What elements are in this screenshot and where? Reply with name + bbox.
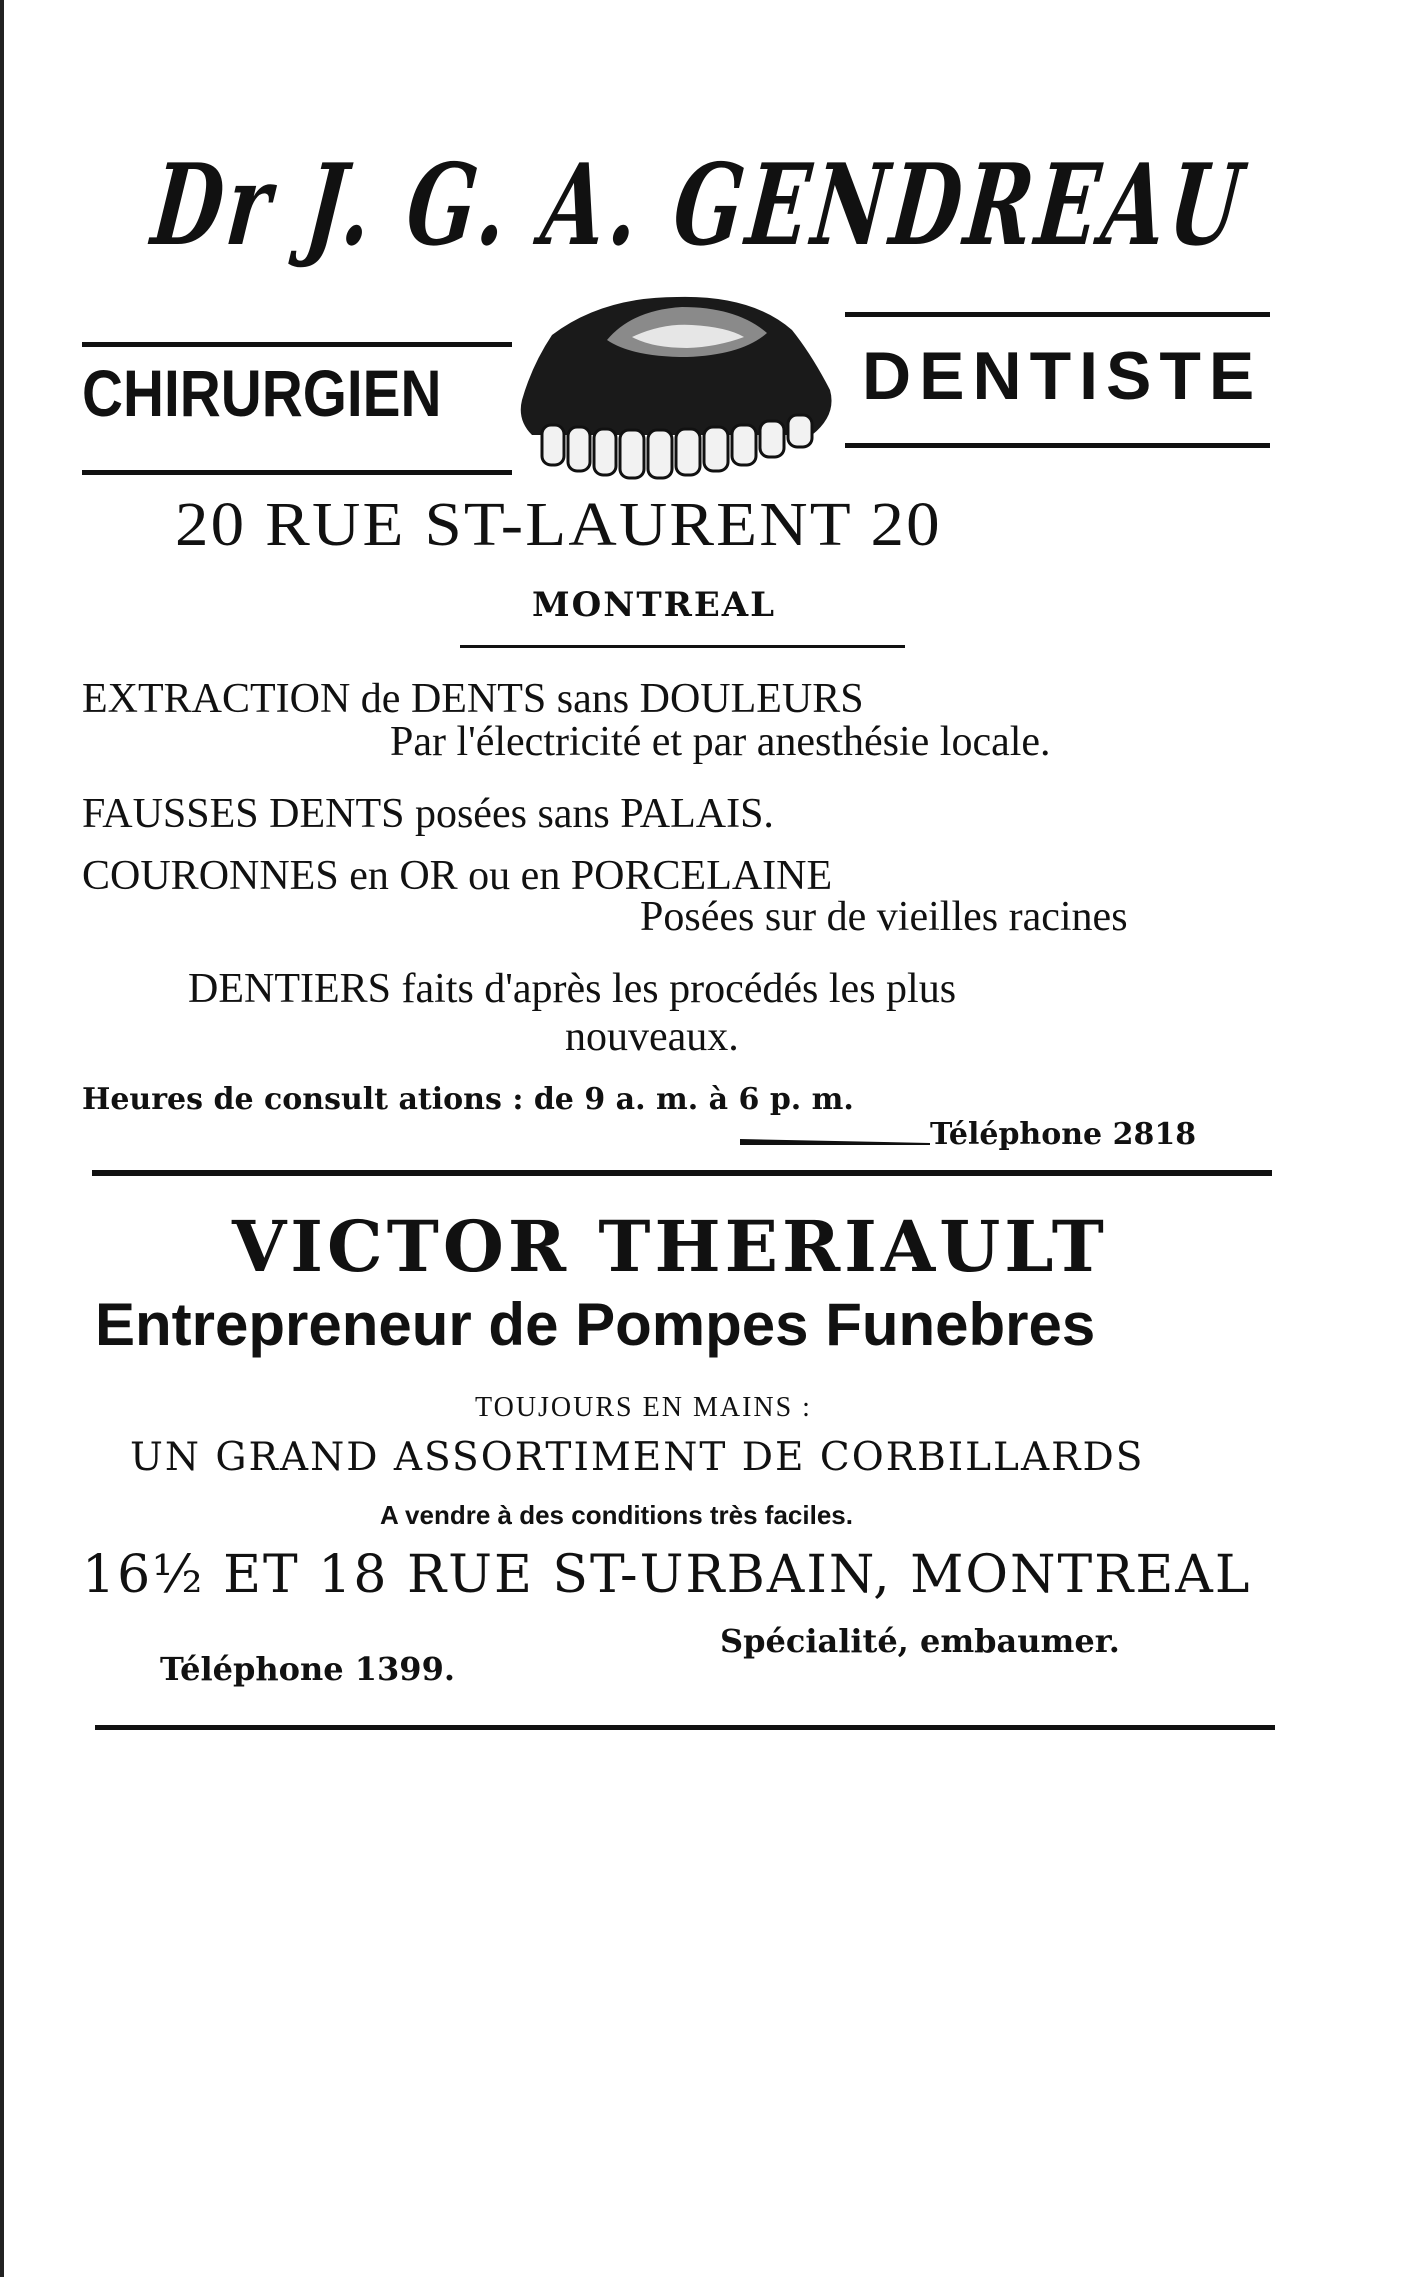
rule-left-bottom bbox=[82, 470, 512, 475]
telephone-leader-line bbox=[740, 1135, 930, 1149]
dentist-city: MONTREAL bbox=[532, 585, 777, 625]
service-crowns: COURONNES en OR ou en PORCELAINE bbox=[82, 853, 833, 899]
service-extraction: EXTRACTION de DENTS sans DOULEURS bbox=[82, 676, 864, 722]
dentist-name: Dr J. G. A. GENDREAU bbox=[146, 140, 1252, 271]
undertaker-title: Entrepreneur de Pompes Funebres bbox=[95, 1291, 1096, 1358]
denture-illustration bbox=[512, 285, 842, 485]
section-divider bbox=[92, 1170, 1272, 1176]
service-dentures: DENTIERS faits d'après les procédés les plus bbox=[188, 966, 957, 1012]
rule-right-top bbox=[845, 312, 1270, 317]
hearse-assortment-line: UN GRAND ASSORTIMENT DE CORBILLARDS bbox=[130, 1435, 1145, 1480]
dentist-title-right: DENTISTE bbox=[862, 338, 1263, 414]
rule-under-city bbox=[460, 645, 905, 648]
undertaker-address: 16½ ET 18 RUE ST-URBAIN, MONTREAL bbox=[82, 1545, 1252, 1605]
undertaker-name: VICTOR THERIAULT bbox=[232, 1205, 1108, 1288]
service-crowns-detail: Posées sur de vieilles racines bbox=[640, 894, 1128, 940]
undertaker-specialty: Spécialité, embaumer. bbox=[720, 1622, 1120, 1660]
dentist-address: 20 RUE ST-LAURENT 20 bbox=[175, 491, 942, 559]
service-dentures-detail: nouveaux. bbox=[565, 1014, 739, 1060]
rule-left-top bbox=[82, 342, 512, 347]
dentist-title-left: CHIRURGIEN bbox=[82, 356, 442, 430]
service-extraction-detail: Par l'électricité et par anesthésie locale. bbox=[390, 719, 1051, 765]
dentist-telephone: Téléphone 2818 bbox=[930, 1117, 1197, 1152]
always-in-stock-line: TOUJOURS EN MAINS : bbox=[475, 1392, 812, 1423]
service-false-teeth: FAUSSES DENTS posées sans PALAIS. bbox=[82, 791, 774, 837]
undertaker-telephone: Téléphone 1399. bbox=[160, 1650, 455, 1688]
bottom-rule bbox=[95, 1725, 1275, 1730]
rule-right-bottom bbox=[845, 443, 1270, 448]
sale-conditions-line: A vendre à des conditions très faciles. bbox=[380, 1500, 853, 1530]
consultation-hours: Heures de consult ations : de 9 a. m. à 6 p. m. bbox=[82, 1082, 854, 1117]
page-edge bbox=[0, 0, 4, 2277]
